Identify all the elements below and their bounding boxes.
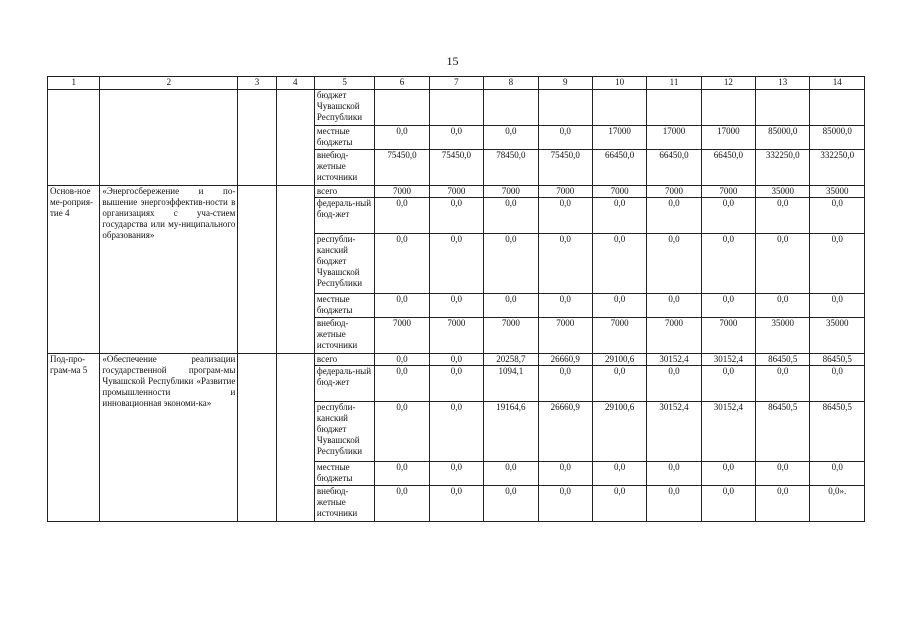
value-cell: 0,0 bbox=[810, 294, 865, 318]
value-cell: 0,0 bbox=[429, 126, 483, 150]
table-row bbox=[48, 90, 865, 126]
value-cell: 20258,7 bbox=[484, 354, 538, 366]
value-cell: 86450,5 bbox=[756, 402, 810, 462]
value-cell: 0,0 bbox=[484, 462, 538, 486]
value-cell: 35000 bbox=[756, 186, 810, 198]
value-cell: 0,0 bbox=[592, 234, 646, 294]
value-cell bbox=[592, 90, 646, 126]
value-cell: 66450,0 bbox=[592, 150, 646, 186]
header-cell-12: 12 bbox=[701, 77, 755, 90]
value-cell: 0,0 bbox=[701, 366, 755, 402]
value-cell: 35000 bbox=[756, 318, 810, 354]
value-cell: 19164,6 bbox=[484, 402, 538, 462]
value-cell: 0,0 bbox=[592, 486, 646, 522]
funding-source-cell: всего bbox=[314, 354, 374, 366]
value-cell: 0,0 bbox=[810, 366, 865, 402]
value-cell: 7000 bbox=[429, 318, 483, 354]
value-cell: 0,0 bbox=[538, 126, 592, 150]
value-cell: 85000,0 bbox=[756, 126, 810, 150]
value-cell bbox=[701, 90, 755, 126]
table-row bbox=[48, 354, 865, 366]
value-cell: 332250,0 bbox=[810, 150, 865, 186]
value-cell: 0,0 bbox=[810, 234, 865, 294]
col3-cell bbox=[238, 354, 276, 522]
funding-source-cell: внебюд-жетные источники bbox=[314, 486, 374, 522]
value-cell: 0,0 bbox=[429, 462, 483, 486]
value-cell: 0,0 bbox=[375, 198, 429, 234]
header-cell-4: 4 bbox=[276, 77, 314, 90]
value-cell: 0,0 bbox=[375, 462, 429, 486]
value-cell: 7000 bbox=[701, 186, 755, 198]
value-cell: 86450,5 bbox=[810, 354, 865, 366]
value-cell: 1094,1 bbox=[484, 366, 538, 402]
value-cell: 7000 bbox=[647, 186, 701, 198]
header-cell-10: 10 bbox=[592, 77, 646, 90]
value-cell: 0,0 bbox=[701, 486, 755, 522]
header-cell-6: 6 bbox=[375, 77, 429, 90]
value-cell: 0,0 bbox=[756, 234, 810, 294]
value-cell: 35000 bbox=[810, 186, 865, 198]
value-cell: 7000 bbox=[484, 186, 538, 198]
value-cell: 0,0 bbox=[429, 366, 483, 402]
value-cell: 7000 bbox=[538, 186, 592, 198]
value-cell: 0,0 bbox=[647, 198, 701, 234]
value-cell: 75450,0 bbox=[538, 150, 592, 186]
value-cell: 0,0 bbox=[538, 462, 592, 486]
value-cell: 0,0 bbox=[375, 294, 429, 318]
measure-code-cell bbox=[48, 90, 100, 186]
value-cell: 0,0 bbox=[484, 294, 538, 318]
value-cell: 0,0 bbox=[484, 126, 538, 150]
funding-source-cell: внебюд-жетные источники bbox=[314, 150, 374, 186]
funding-source-cell: местные бюджеты bbox=[314, 294, 374, 318]
funding-source-cell: местные бюджеты bbox=[314, 462, 374, 486]
value-cell: 35000 bbox=[810, 318, 865, 354]
header-cell-7: 7 bbox=[429, 77, 483, 90]
value-cell bbox=[429, 90, 483, 126]
value-cell: 26660,9 bbox=[538, 354, 592, 366]
value-cell: 7000 bbox=[538, 318, 592, 354]
value-cell: 0,0 bbox=[647, 294, 701, 318]
value-cell: 0,0 bbox=[538, 486, 592, 522]
funding-source-cell: федераль-ный бюд-жет bbox=[314, 366, 374, 402]
funding-source-cell: республи-канский бюджет Чувашской Республики bbox=[314, 234, 374, 294]
value-cell: 0,0 bbox=[647, 486, 701, 522]
value-cell: 0,0 bbox=[810, 462, 865, 486]
value-cell: 0,0 bbox=[429, 234, 483, 294]
col4-cell bbox=[276, 186, 314, 354]
col3-cell bbox=[238, 90, 276, 186]
funding-source-cell: всего bbox=[314, 186, 374, 198]
value-cell: 0,0 bbox=[538, 366, 592, 402]
value-cell bbox=[375, 90, 429, 126]
header-cell-11: 11 bbox=[647, 77, 701, 90]
value-cell: 0,0 bbox=[756, 294, 810, 318]
value-cell: 7000 bbox=[429, 186, 483, 198]
header-cell-8: 8 bbox=[484, 77, 538, 90]
value-cell: 0,0 bbox=[429, 486, 483, 522]
value-cell: 30152,4 bbox=[701, 354, 755, 366]
measure-title-cell: «Энергосбережение и по-вышение энергоэффектив-ности в организациях с уча-стием государства или му-ниципального образования» bbox=[100, 186, 238, 354]
value-cell: 17000 bbox=[592, 126, 646, 150]
value-cell: 0,0 bbox=[538, 294, 592, 318]
value-cell: 0,0 bbox=[592, 462, 646, 486]
value-cell: 0,0 bbox=[647, 366, 701, 402]
value-cell: 7000 bbox=[701, 318, 755, 354]
value-cell: 0,0 bbox=[592, 198, 646, 234]
funding-source-cell: местные бюджеты bbox=[314, 126, 374, 150]
header-cell-14: 14 bbox=[810, 77, 865, 90]
value-cell bbox=[810, 90, 865, 126]
value-cell: 17000 bbox=[701, 126, 755, 150]
value-cell: 0,0 bbox=[647, 462, 701, 486]
measure-code-cell: Под-про-грам-ма 5 bbox=[48, 354, 100, 522]
value-cell: 0,0 bbox=[375, 486, 429, 522]
header-cell-1: 1 bbox=[48, 77, 100, 90]
value-cell: 0,0 bbox=[375, 354, 429, 366]
table-row bbox=[48, 186, 865, 198]
measure-code-cell: Основ-ное ме-роприя-тие 4 bbox=[48, 186, 100, 354]
value-cell: 0,0 bbox=[701, 294, 755, 318]
value-cell: 7000 bbox=[375, 186, 429, 198]
value-cell: 0,0 bbox=[756, 198, 810, 234]
value-cell: 0,0 bbox=[647, 234, 701, 294]
funding-source-cell: республи-канский бюджет Чувашской Республики bbox=[314, 402, 374, 462]
funding-source-cell: бюджет Чувашской Республики bbox=[314, 90, 374, 126]
value-cell: 29100,6 bbox=[592, 354, 646, 366]
value-cell bbox=[538, 90, 592, 126]
header-cell-13: 13 bbox=[756, 77, 810, 90]
value-cell: 0,0 bbox=[756, 486, 810, 522]
value-cell: 0,0 bbox=[484, 234, 538, 294]
funding-source-cell: федераль-ный бюд-жет bbox=[314, 198, 374, 234]
value-cell: 0,0 bbox=[484, 486, 538, 522]
value-cell: 332250,0 bbox=[756, 150, 810, 186]
page-number: 15 bbox=[446, 54, 459, 68]
col4-cell bbox=[276, 354, 314, 522]
value-cell: 29100,6 bbox=[592, 402, 646, 462]
value-cell: 0,0 bbox=[375, 234, 429, 294]
value-cell: 0,0 bbox=[375, 402, 429, 462]
value-cell: 78450,0 bbox=[484, 150, 538, 186]
value-cell: 0,0 bbox=[429, 198, 483, 234]
value-cell: 30152,4 bbox=[647, 354, 701, 366]
value-cell: 7000 bbox=[647, 318, 701, 354]
value-cell: 26660,9 bbox=[538, 402, 592, 462]
value-cell: 0,0 bbox=[810, 198, 865, 234]
value-cell bbox=[647, 90, 701, 126]
value-cell: 0,0». bbox=[810, 486, 865, 522]
value-cell: 0,0 bbox=[429, 354, 483, 366]
header-cell-2: 2 bbox=[100, 77, 238, 90]
value-cell: 0,0 bbox=[701, 234, 755, 294]
value-cell: 75450,0 bbox=[375, 150, 429, 186]
value-cell: 0,0 bbox=[592, 294, 646, 318]
value-cell: 0,0 bbox=[484, 198, 538, 234]
value-cell: 85000,0 bbox=[810, 126, 865, 150]
measure-title-cell: «Обеспечение реализации государственной програм-мы Чувашской Республики «Развитие промышленности и инновационная экономи-ка» bbox=[100, 354, 238, 522]
value-cell: 86450,5 bbox=[756, 354, 810, 366]
funding-source-cell: внебюд-жетные источники bbox=[314, 318, 374, 354]
measure-title-cell bbox=[100, 90, 238, 186]
header-cell-5: 5 bbox=[314, 77, 374, 90]
value-cell: 75450,0 bbox=[429, 150, 483, 186]
header-row bbox=[48, 77, 865, 90]
value-cell: 0,0 bbox=[538, 198, 592, 234]
value-cell: 66450,0 bbox=[647, 150, 701, 186]
value-cell: 7000 bbox=[484, 318, 538, 354]
value-cell: 30152,4 bbox=[647, 402, 701, 462]
col3-cell bbox=[238, 186, 276, 354]
value-cell: 0,0 bbox=[375, 126, 429, 150]
value-cell: 0,0 bbox=[429, 294, 483, 318]
value-cell: 30152,4 bbox=[701, 402, 755, 462]
header-cell-9: 9 bbox=[538, 77, 592, 90]
value-cell: 0,0 bbox=[701, 462, 755, 486]
header-cell-3: 3 bbox=[238, 77, 276, 90]
value-cell: 7000 bbox=[592, 318, 646, 354]
value-cell bbox=[756, 90, 810, 126]
value-cell: 0,0 bbox=[592, 366, 646, 402]
value-cell: 7000 bbox=[375, 318, 429, 354]
value-cell: 0,0 bbox=[375, 366, 429, 402]
value-cell: 0,0 bbox=[701, 198, 755, 234]
value-cell: 86450,5 bbox=[810, 402, 865, 462]
value-cell bbox=[484, 90, 538, 126]
budget-table bbox=[47, 76, 865, 522]
value-cell: 7000 bbox=[592, 186, 646, 198]
value-cell: 0,0 bbox=[756, 366, 810, 402]
value-cell: 66450,0 bbox=[701, 150, 755, 186]
value-cell: 0,0 bbox=[429, 402, 483, 462]
col4-cell bbox=[276, 90, 314, 186]
value-cell: 0,0 bbox=[756, 462, 810, 486]
value-cell: 0,0 bbox=[538, 234, 592, 294]
value-cell: 17000 bbox=[647, 126, 701, 150]
